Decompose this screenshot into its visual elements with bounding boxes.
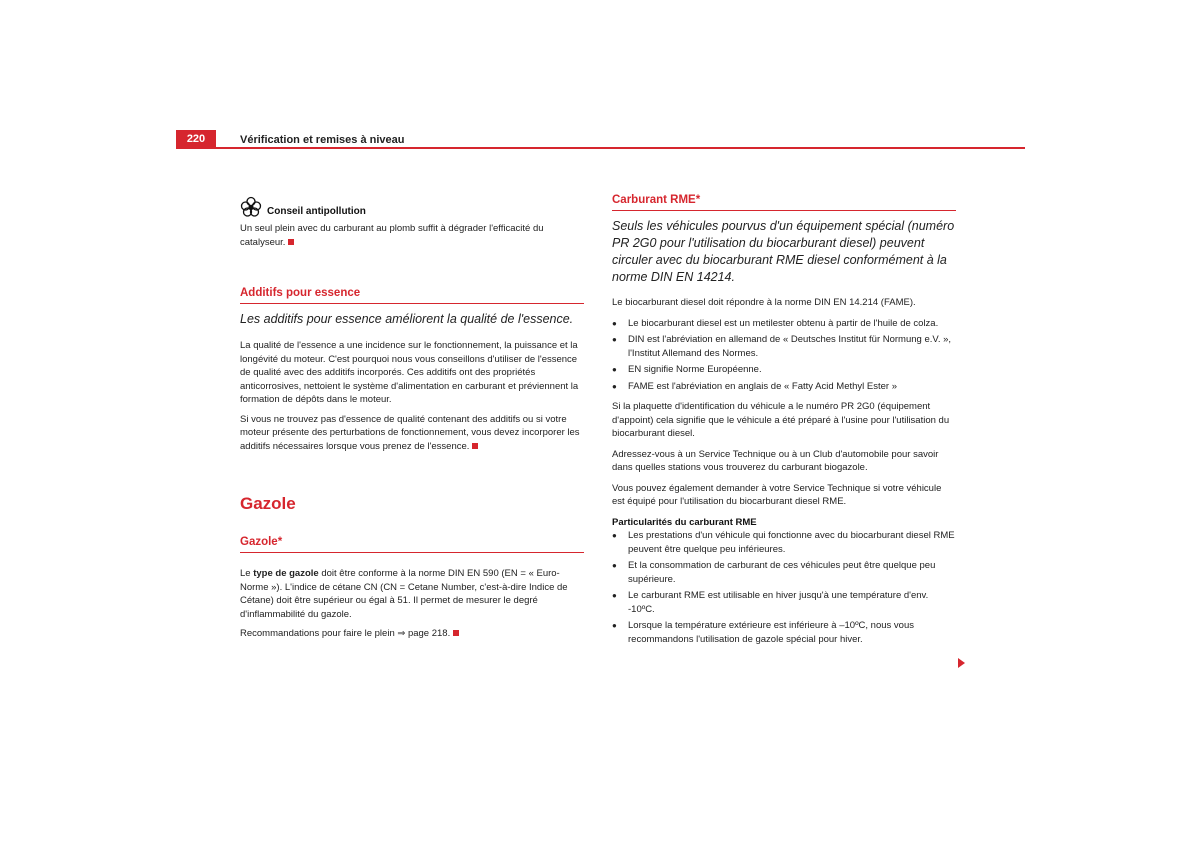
- rme-heading-rule: [612, 210, 956, 211]
- eco-tip-text-block: [240, 222, 584, 249]
- additives-lead: Les additifs pour essence améliorent la qualité de l'essence.: [240, 312, 574, 326]
- gazole-main-heading: Gazole: [240, 494, 296, 513]
- end-marker: [453, 630, 459, 636]
- additives-paragraph-1: La qualité de l'essence a une incidence sur le fonctionnement, la puissance et la longévité du moteur. C'est pourquoi nous vous conseillons d'utiliser de l'essence de qualité avec des additifs incorporés. Ces additifs ont des propriétés anticorrosives, nettoient le système d'alimentation en carburant et préviennent la formation de dépôts dans le moteur.: [240, 340, 579, 405]
- page-number: 220: [176, 130, 216, 149]
- flower-icon: [240, 196, 262, 218]
- end-marker: [288, 239, 294, 245]
- continue-arrow-icon: [958, 658, 965, 668]
- gazole-type-term: type de gazole: [253, 568, 319, 579]
- gazole-body: [240, 567, 584, 641]
- additives-heading: Additifs pour essence: [240, 287, 361, 299]
- gazole-paragraph-2: Recommandations pour faire le plein ⇒ page 218.: [240, 628, 451, 639]
- additives-paragraph-2: Si vous ne trouvez pas d'essence de qualité contenant des additifs ou si votre moteur présente des perturbations de fonctionnement, vous devez incorporer les additifs nécessaires lorsque vous prenez de l'essence.: [240, 413, 580, 452]
- rme-service-paragraph: Adressez-vous à un Service Technique ou à un Club d'automobile pour savoir dans quelles stations vous trouverez du carburant biogazole.: [612, 448, 939, 473]
- list-item: ● DIN est l'abréviation en allemand de « Deutsches Institut für Normung e.V. », l'Institut Allemand des Normes.: [612, 333, 956, 360]
- additives-body: [240, 339, 584, 453]
- rme-heading: Carburant RME*: [612, 194, 701, 206]
- chapter-title: Vérification et remises à niveau: [240, 134, 405, 146]
- list-item: ● Et la consommation de carburant de ces véhicules peut être quelque peu supérieure.: [612, 559, 956, 586]
- rme-subheading: Particularités du carburant RME: [612, 516, 757, 528]
- eco-tip-header: [240, 196, 366, 218]
- rme-ask-paragraph: Vous pouvez également demander à votre Service Technique si votre véhicule est équipé pour l'utilisation du biocarburant diesel RME.: [612, 482, 942, 507]
- list-item: ● Le biocarburant diesel est un metilester obtenu à partir de l'huile de colza.: [612, 317, 956, 331]
- list-item: ● FAME est l'abréviation en anglais de « Fatty Acid Methyl Ester »: [612, 380, 956, 394]
- eco-tip-title: Conseil antipollution: [267, 206, 366, 217]
- rme-body: [612, 296, 956, 646]
- rme-intro: Le biocarburant diesel doit répondre à la norme DIN EN 14.214 (FAME).: [612, 297, 916, 308]
- rme-lead: Seuls les véhicules pourvus d'un équipement spécial (numéro PR 2G0 pour l'utilisation du biocarburant diesel) peuvent circuler avec du biocarburant RME diesel conformément à la norme DIN EN 14214.: [612, 219, 955, 284]
- gazole-sub-heading: Gazole*: [240, 536, 283, 548]
- header-rule: [176, 147, 1025, 149]
- eco-tip-text: Un seul plein avec du carburant au plomb suffit à dégrader l'efficacité du catalyseur.: [240, 223, 544, 248]
- gazole-heading-rule: [240, 552, 584, 553]
- list-item: ● EN signifie Norme Européenne.: [612, 363, 956, 377]
- rme-plate-paragraph: Si la plaquette d'identification du véhicule a le numéro PR 2G0 (équipement d'appoint) cela signifie que le véhicule a été préparé à l'usine pour l'utilisation du biocarburant diesel.: [612, 401, 950, 439]
- list-item: ● Les prestations d'un véhicule qui fonctionne avec du biocarburant diesel RME peuvent être quelque peu inférieures.: [612, 529, 956, 556]
- list-item: ● Lorsque la température extérieure est inférieure à –10ºC, nous vous recommandons l'utilisation de gazole spécial pour hiver.: [612, 619, 956, 646]
- list-item: ● Le carburant RME est utilisable en hiver jusqu'à une température d'env. -10ºC.: [612, 589, 956, 616]
- gazole-paragraph-1: Le type de gazole doit être conforme à la norme DIN EN 590 (EN = « Euro-Norme »). L'indice de cétane CN (CN = Cetane Number, c'est-à-dire Indice de Cétane) doit être supérieur ou égal à 51. Il permet de mesurer le degré d'inflammabilité du gazole.: [240, 568, 568, 620]
- end-marker: [472, 443, 478, 449]
- additives-heading-rule: [240, 303, 584, 304]
